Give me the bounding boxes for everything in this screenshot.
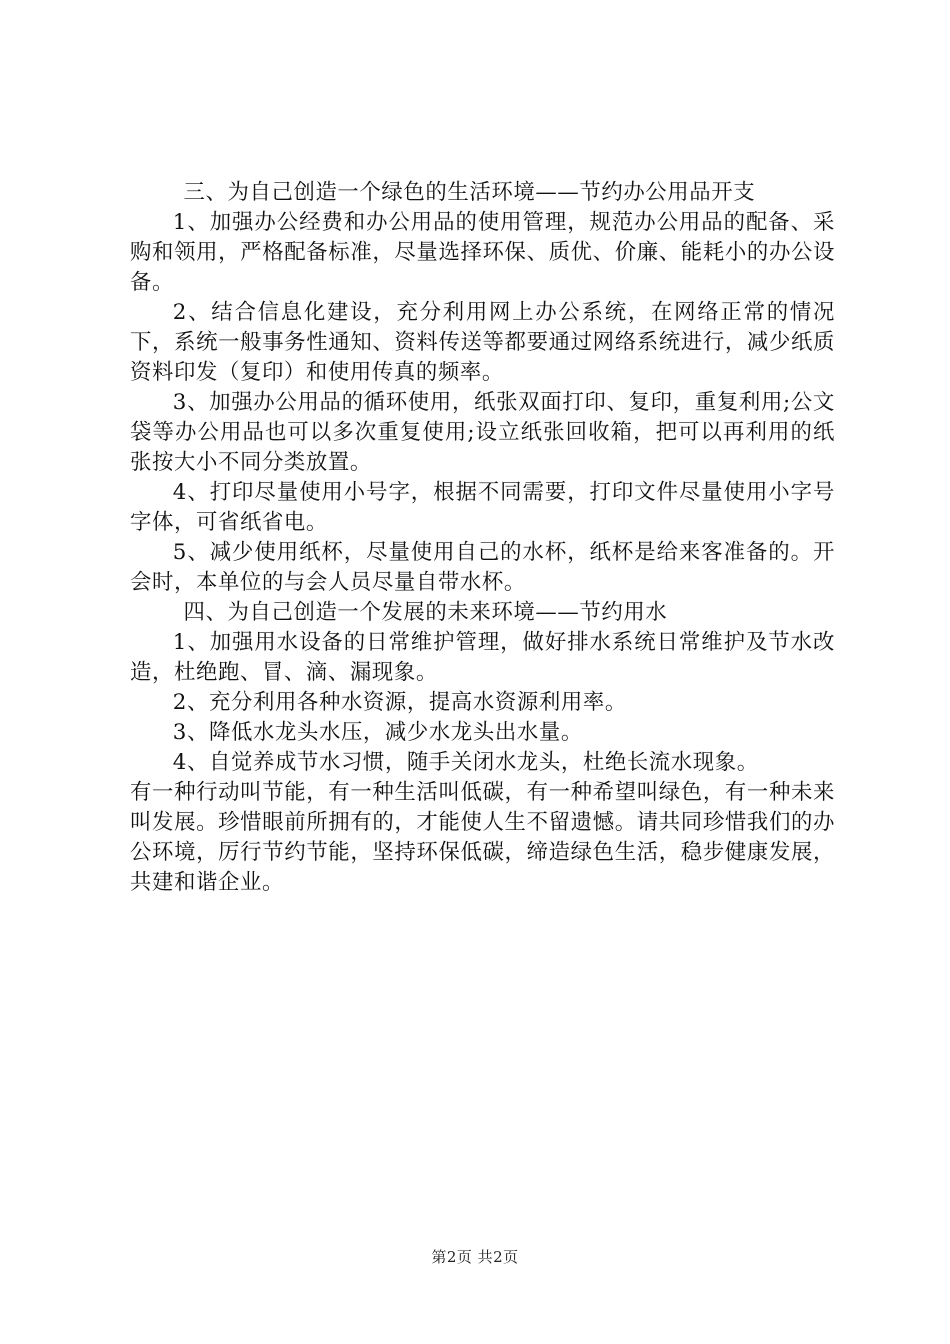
paragraph-water-item-3: 3、降低水龙头水压，减少水龙头出水量。: [172, 720, 583, 745]
paragraph-item-2: 2、结合信息化建设，充分利用网上办公系统，在网络正常的情况下，系统一般事务性通知、资料传送等都要通过网络系统进行，减少纸质资料印发（复印）和使用传真的频率。: [130, 300, 835, 385]
paragraph-closing: 有一种行动叫节能，有一种生活叫低碳，有一种希望叫绿色，有一种未来叫发展。珍惜眼前所拥有的，才能使人生不留遗憾。请共同珍惜我们的办公环境，厉行节约节能，坚持环保低碳，缔造绿色生活，稳步健康发展，共建和谐企业。: [130, 780, 835, 895]
paragraph-water-item-2: 2、充分利用各种水资源，提高水资源利用率。: [172, 690, 627, 715]
paragraph-item-3: 3、加强办公用品的循环使用，纸张双面打印、复印，重复利用;公文袋等办公用品也可以多次重复使用;设立纸张回收箱，把可以再利用的纸张按大小不同分类放置。: [130, 390, 835, 475]
section-heading-water-saving: 四、为自己创造一个发展的未来环境——节约用水: [183, 600, 668, 625]
section-heading-office-supplies: 三、为自己创造一个绿色的生活环境——节约办公用品开支: [183, 180, 756, 205]
document-body: [130, 178, 835, 898]
page-number-footer: 第2页 共2页: [431, 1248, 519, 1266]
paragraph-item-4: 4、打印尽量使用小号字，根据不同需要，打印文件尽量使用小字号字体，可省纸省电。: [130, 480, 835, 535]
paragraph-water-item-4: 4、自觉养成节水习惯，随手关闭水龙头，杜绝长流水现象。: [172, 750, 759, 775]
paragraph-item-5: 5、减少使用纸杯，尽量使用自己的水杯，纸杯是给来客准备的。开会时，本单位的与会人员尽量自带水杯。: [130, 540, 835, 595]
paragraph-water-item-1: 1、加强用水设备的日常维护管理，做好排水系统日常维护及节水改造，杜绝跑、冒、滴、漏现象。: [130, 630, 835, 685]
paragraph-item-1: 1、加强办公经费和办公用品的使用管理，规范办公用品的配备、采购和领用，严格配备标准，尽量选择环保、质优、价廉、能耗小的办公设备。: [130, 210, 835, 295]
